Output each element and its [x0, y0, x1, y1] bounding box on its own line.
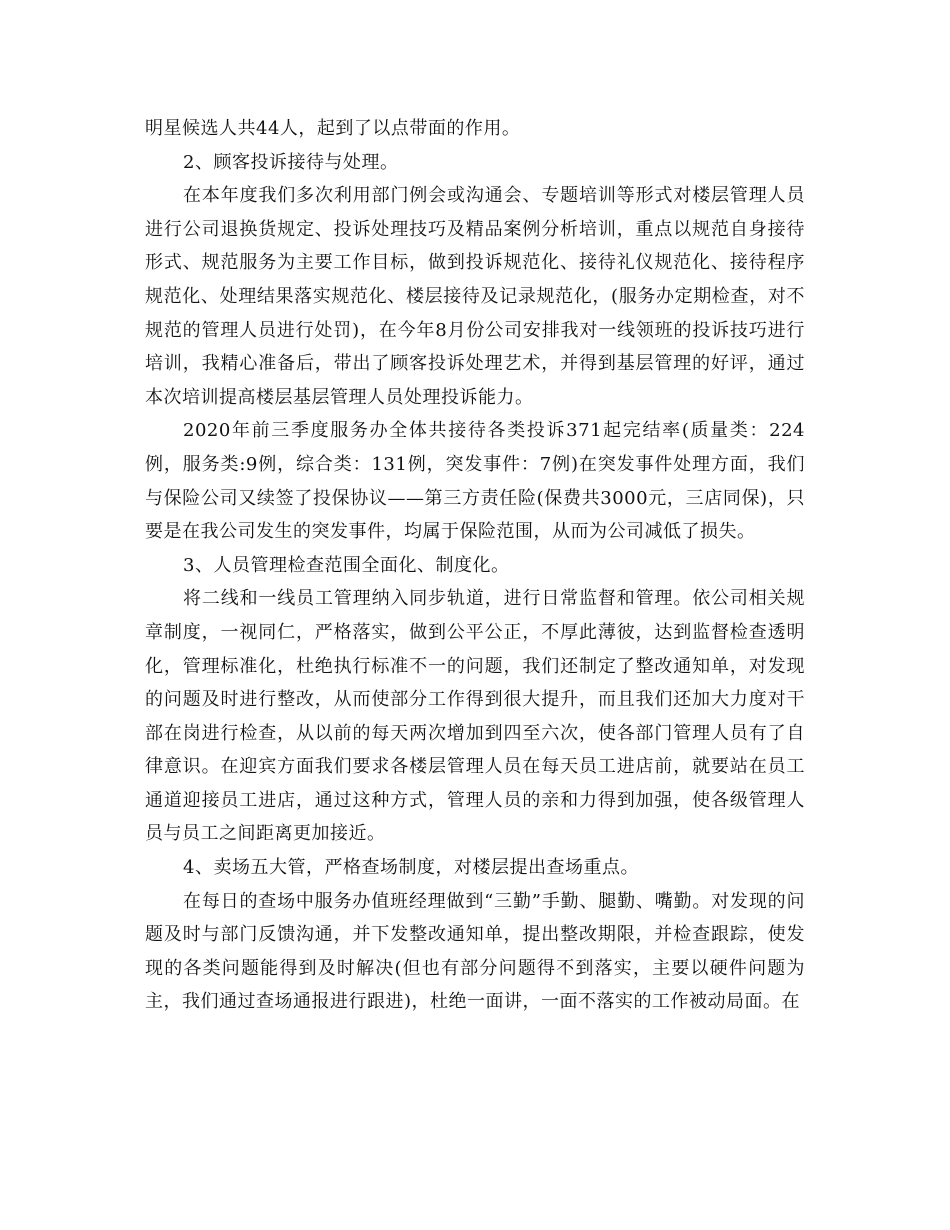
- document-body: [145, 112, 805, 1019]
- paragraph-floor-inspection: 在每日的查场中服务办值班经理做到“三勤”手勤、腿勤、嘴勤。对发现的问题及时与部门反馈沟通，并下发整改通知单，提出整改期限，并检查跟踪，使发现的各类问题能得到及时解决(但也有部分问题得不到落实，主要以硬件问题为主，我们通过查场通报进行跟进)，杜绝一面讲，一面不落实的工作被动局面。在: [145, 890, 805, 1013]
- section-heading-floor-inspection: 4、卖场五大管，严格查场制度，对楼层提出查场重点。: [183, 857, 639, 879]
- paragraph-complaint-training: 在本年度我们多次利用部门例会或沟通会、专题培训等形式对楼层管理人员进行公司退换货规定、投诉处理技巧及精品案例分析培训，重点以规范自身接待形式、规范服务为主要工作目标，做到投诉规范化、接待礼仪规范化、接待程序规范化、处理结果落实规范化、楼层接待及记录规范化，(服务办定期检查，对不规范的管理人员进行处罚)，在今年8月份公司安排我对一线领班的投诉技巧进行培训，我精心准备后，带出了顾客投诉处理艺术，并得到基层管理的好评，通过本次培训提高楼层基层管理人员处理投诉能力。: [145, 185, 805, 408]
- paragraph-continuation: 明星候选人共44人，起到了以点带面的作用。: [145, 118, 521, 139]
- paragraph-staff-inspection: 将二线和一线员工管理纳入同步轨道，进行日常监督和管理。依公司相关规章制度，一视同仁，严格落实，做到公平公正，不厚此薄彼，达到监督检查透明化，管理标准化，杜绝执行标准不一的问题，我们还制定了整改通知单，对发现的问题及时进行整改，从而使部分工作得到很大提升，而且我们还加大力度对干部在岗进行检查，从以前的每天两次增加到四至六次，使各部门管理人员有了自律意识。在迎宾方面我们要求各楼层管理人员在每天员工进店前，就要站在员工通道迎接员工进店，通过这种方式，管理人员的亲和力得到加强，使各级管理人员与员工之间距离更加接近。: [145, 588, 805, 845]
- section-heading-staff-inspection: 3、人员管理检查范围全面化、制度化。: [183, 554, 510, 576]
- paragraph-complaint-statistics: 2020年前三季度服务办全体共接待各类投诉371起完结率(质量类：224例，服务类:9例，综合类：131例，突发事件：7例)在突发事件处理方面，我们与保险公司又续签了投保协议——第三方责任险(保费共3000元，三店同保)，只要是在我公司发生的突发事件，均属于保险范围，从而为公司减低了损失。: [145, 420, 805, 543]
- section-heading-complaints: 2、顾客投诉接待与处理。: [183, 151, 399, 173]
